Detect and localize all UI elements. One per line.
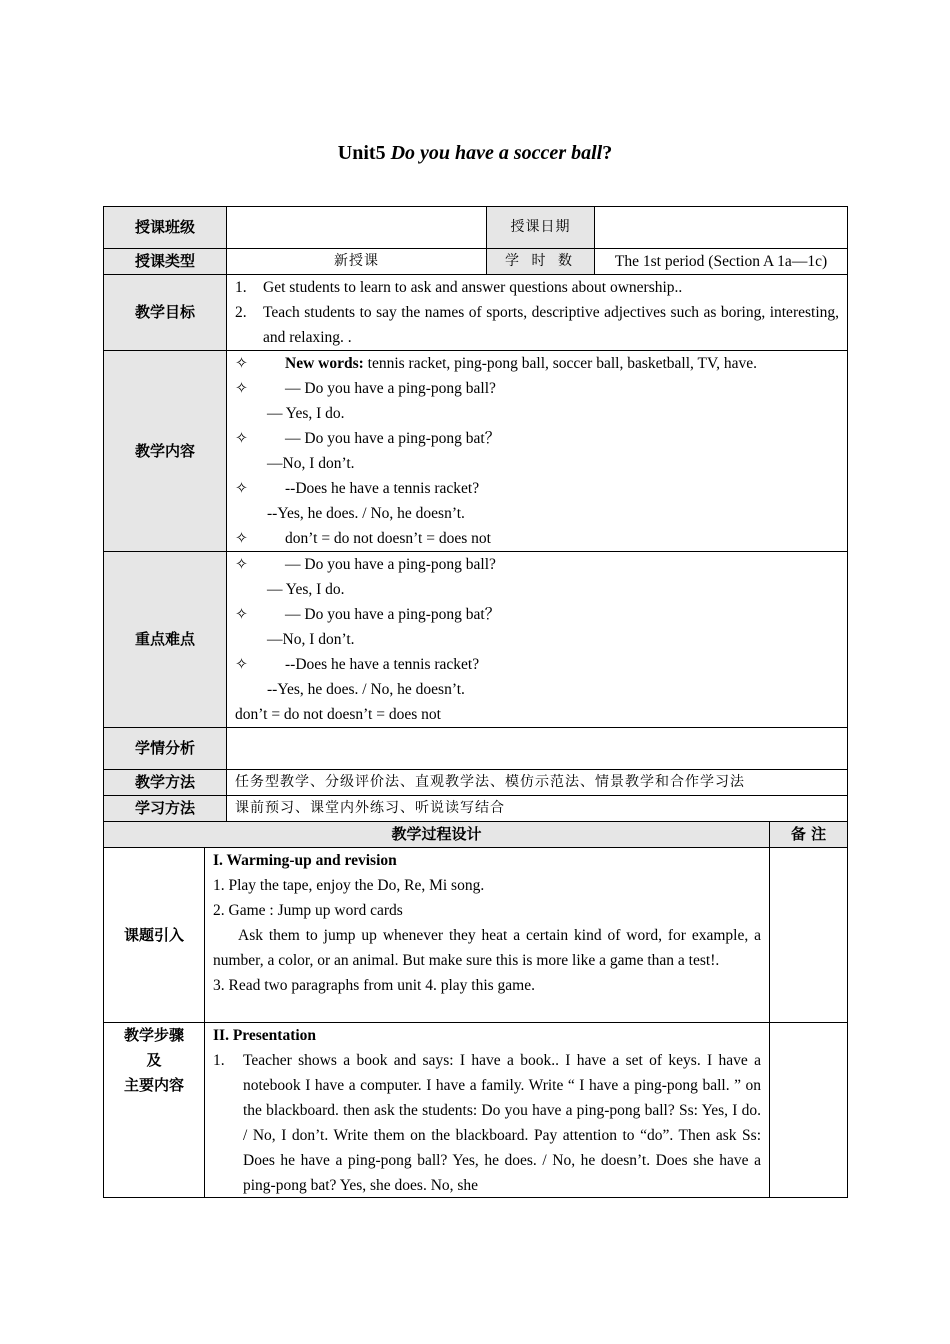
lesson-plan-table — [103, 206, 847, 1198]
analysis-label: 学情分析 — [104, 728, 227, 770]
method-value: 任务型教学、分级评价法、直观教学法、模仿示范法、情景教学和合作学习法 — [227, 770, 848, 796]
hours-label: 学 时 数 — [487, 249, 595, 275]
intro-label: 课题引入 — [104, 848, 205, 1023]
class-label: 授课班级 — [104, 207, 227, 249]
process-header: 教学过程设计 — [104, 822, 770, 848]
type-value: 新授课 — [227, 249, 487, 275]
method-label: 教学方法 — [104, 770, 227, 796]
goal-item: 1. Get students to learn to ask and answer questions about ownership.. — [235, 279, 683, 296]
type-label: 授课类型 — [104, 249, 227, 275]
goals-cell — [227, 275, 848, 351]
steps-notes[interactable] — [770, 1023, 848, 1198]
hours-value: The 1st period (Section A 1a—1c) — [595, 249, 848, 275]
notes-header: 备 注 — [770, 822, 848, 848]
star-icon: ✧ — [235, 480, 248, 497]
learn-label: 学习方法 — [104, 796, 227, 822]
class-value[interactable] — [227, 207, 487, 249]
star-icon: ✧ — [235, 530, 248, 547]
intro-cell: I. Warming-up and revision 1. Play the tape, enjoy the Do, Re, Mi song. 2. Game : Jump up word cards Ask them to jump up whenever they heat a certain kind of word, for example, a number, a color, or an animal. But make sure this is more like a game than a test!. 3. Read two paragraphs from unit 4. play this game. — [205, 848, 770, 1023]
star-icon: ✧ — [235, 355, 248, 372]
date-value[interactable] — [595, 207, 848, 249]
goal-item: 2. Teach students to say the names of sports, descriptive adjectives such as boring, interesting, and relaxing. . — [235, 304, 839, 346]
goals-label: 教学目标 — [104, 275, 227, 351]
page-title: Unit5 Do you have a soccer ball? — [337, 142, 613, 164]
content-label: 教学内容 — [104, 351, 227, 552]
star-icon: ✧ — [235, 656, 248, 673]
steps-label: 教学步骤 及 主要内容 — [104, 1023, 205, 1198]
star-icon: ✧ — [235, 606, 248, 623]
intro-notes[interactable] — [770, 848, 848, 1023]
key-label: 重点难点 — [104, 552, 227, 728]
date-label: 授课日期 — [487, 207, 595, 249]
analysis-value[interactable] — [227, 728, 848, 770]
star-icon: ✧ — [235, 556, 248, 573]
star-icon: ✧ — [235, 380, 248, 397]
key-cell: ✧ — Do you have a ping-pong ball? — Yes, I do. ✧ — Do you have a ping-pong bat？ —No, I don’t. ✧ --Does he have a tennis racket? --Yes, he does. / No, he doesn’t. don’t = do not doesn’t = does not — [227, 552, 848, 728]
steps-cell: II. Presentation 1. Teacher shows a book and says: I have a book.. I have a set of keys. I have a notebook I have a computer. I have a family. Write “ I have a ping-pong ball. ” on the blackboard. then ask the students: Do you have a ping-pong ball? Ss: Yes, I do. / No, I don’t. Write them on the blackboard. Pay attention to “do”. Then ask Ss: Does he have a ping-pong ball? Yes, he does. / No, he doesn’t. Does she have a ping-pong bat? Yes, she does. No, she — [205, 1023, 770, 1198]
content-cell: ✧ New words: tennis racket, ping-pong ball, soccer ball, basketball, TV, have. ✧ — Do you have a ping-pong ball? — Yes, I do. ✧ — Do you have a ping-pong bat？ —No, I don’t. ✧ --Does he have a tennis racket? --Yes, he does. / No, he doesn’t. ✧ don’t = do not doesn’t = does not — [227, 351, 848, 552]
learn-value: 课前预习、课堂内外练习、听说读写结合 — [227, 796, 848, 822]
star-icon: ✧ — [235, 430, 248, 447]
